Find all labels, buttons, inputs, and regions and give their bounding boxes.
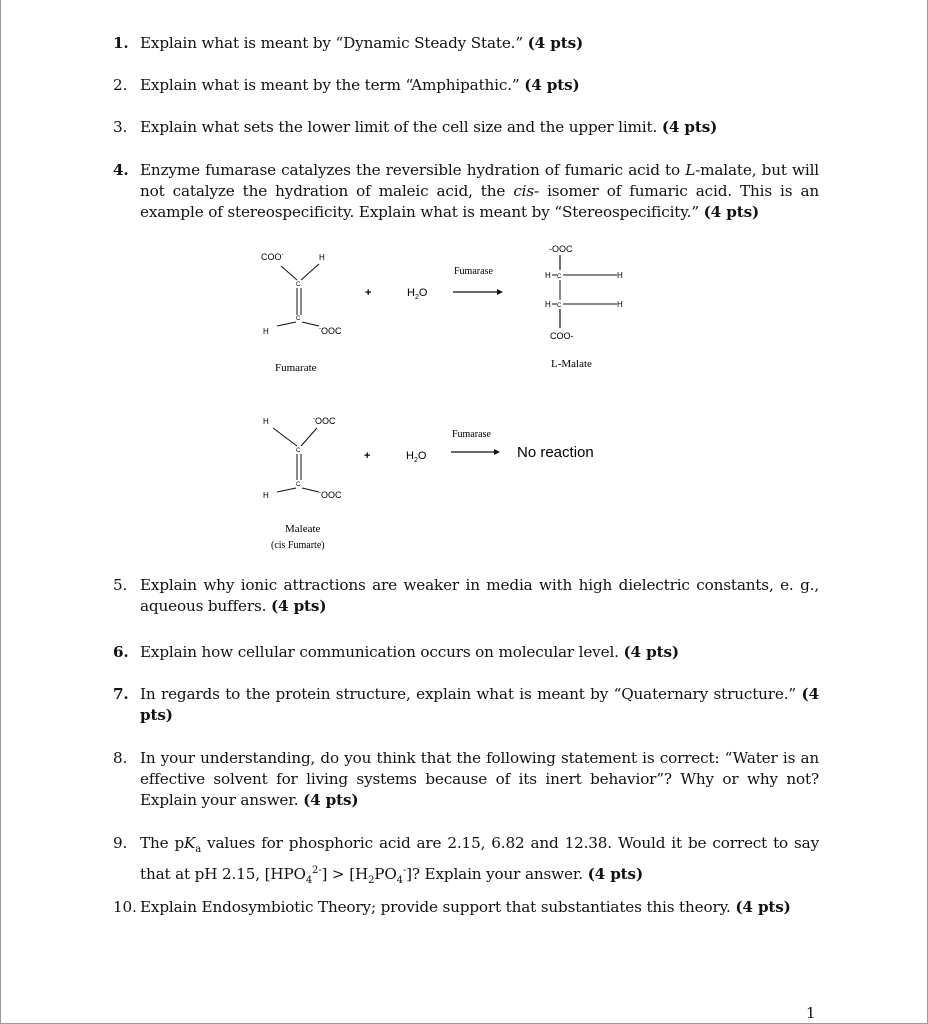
no-reaction-label: No reaction (517, 444, 594, 461)
question-text: Explain why ionic attractions are weaker in media with high dielectric constants, e. g., aqueous buffers. (140, 576, 819, 615)
h-atom: H (545, 300, 551, 309)
pka-subscript: a (195, 844, 202, 856)
question-points: (4 pts) (703, 203, 760, 221)
question-number: 9. (113, 834, 128, 852)
question-text: In your understanding, do you think that the following statement is correct: “Water is an effective solvent for living systems because of its inert behavior”? Why or why not? Explain your answer. (140, 749, 819, 809)
subscript: 2 (368, 875, 375, 887)
plus-sign: + (365, 287, 372, 299)
subscript: 4 (396, 875, 403, 887)
question-text-italic: cis (513, 182, 535, 200)
fumarate-h-bottom: H (263, 327, 269, 336)
carbon-label: C (557, 303, 562, 309)
question-text: ]? Explain your answer. (406, 865, 588, 884)
maleate-sublabel: (cis Fumarte) (271, 540, 325, 551)
question-number: 6. (113, 643, 129, 661)
question-text: values for phosphoric acid are 2.15, 6.82 and 12.38. Would it be correct to say that at pH 2.15, [HPO (140, 834, 820, 884)
maleate-label: Maleate (285, 523, 321, 535)
question-4 (113, 160, 819, 223)
plus-sign: + (364, 450, 371, 462)
fumarate-structure (261, 252, 342, 374)
maleate-ooc-bottom: -OOC (319, 490, 342, 500)
subscript: 4 (305, 875, 313, 887)
question-points: (4 pts) (623, 643, 679, 661)
question-text: Enzyme fumarase catalyzes the reversible hydration of fumaric acid to (140, 161, 686, 179)
question-points: (4 pts) (527, 34, 584, 52)
question-number: 10. (113, 898, 137, 916)
enzyme-label: Fumarase (454, 266, 493, 277)
question-points: (4 pts) (587, 865, 643, 884)
question-text: ] > [H (321, 865, 369, 884)
carbon-label: C (296, 282, 301, 288)
h-atom: H (617, 271, 623, 280)
malate-structure (545, 244, 623, 370)
question-text-italic: L (685, 161, 696, 179)
water-label: $H_2O$ (406, 450, 427, 464)
question-9 (113, 833, 819, 891)
water-label: $H_2O$ (407, 287, 428, 301)
h-atom: H (617, 300, 623, 309)
fumarase-reaction-diagram (241, 236, 641, 556)
question-text: Explain what is meant by “Dynamic Steady State.” (140, 34, 528, 52)
question-number: 7. (113, 685, 129, 703)
question-6 (113, 642, 819, 663)
fumarate-coo-top: COO- (261, 252, 284, 262)
pka-k: K (184, 834, 196, 852)
question-text: Explain how cellular communication occurs on molecular level. (140, 643, 624, 661)
maleate-ooc-top: -OOC (313, 416, 336, 426)
question-number: 3. (113, 118, 128, 136)
question-text: Explain what sets the lower limit of the cell size and the upper limit. (140, 118, 662, 136)
question-3 (113, 117, 819, 138)
question-points: (4 pts) (303, 791, 359, 809)
question-number: 8. (113, 749, 128, 767)
question-number: 4. (113, 161, 129, 179)
question-8 (113, 748, 819, 811)
question-1 (113, 33, 819, 54)
malate-top-group: -OOC (549, 244, 573, 254)
malate-bottom-group: COO- (550, 331, 574, 341)
page-number: 1 (806, 1004, 816, 1022)
question-number: 2. (113, 76, 128, 94)
question-number: 1. (113, 34, 129, 52)
carbon-label: C (296, 482, 301, 488)
carbon-label: C (296, 448, 301, 454)
question-text: PO (374, 865, 397, 884)
question-5 (113, 575, 819, 617)
enzyme-label: Fumarase (452, 429, 491, 440)
maleate-structure (263, 416, 342, 551)
question-text: -malate, but will not catalyze the hydration of maleic acid, the (140, 161, 819, 200)
maleate-h-top: H (263, 417, 269, 426)
question-text: In regards to the protein structure, explain what is meant by “Quaternary structure.” (140, 685, 802, 703)
question-10 (113, 897, 819, 918)
question-points: (4 pts) (661, 118, 718, 136)
question-7 (113, 684, 819, 726)
question-points: (4 pts) (140, 685, 819, 724)
fumarate-h-top: H (319, 253, 325, 262)
question-text: Explain what is meant by the term “Amphipathic.” (140, 76, 525, 94)
question-points: (4 pts) (271, 597, 327, 615)
question-points: (4 pts) (735, 898, 791, 916)
fumarate-label: Fumarate (275, 362, 317, 374)
malate-label: L-Malate (551, 358, 592, 370)
carbon-label: C (557, 274, 562, 280)
maleate-h-bottom: H (263, 491, 269, 500)
fumarate-ooc-bottom: -OOC (319, 326, 342, 336)
question-text: The p (140, 834, 185, 852)
superscript: - (402, 865, 407, 877)
h-atom: H (545, 271, 551, 280)
question-points: (4 pts) (524, 76, 580, 94)
question-text: Explain Endosymbiotic Theory; provide support that substantiates this theory. (140, 898, 736, 916)
question-text: - isomer of fumaric acid. This is an example of stereospecificity. Explain what is meant by “Stereospecificity.” (140, 182, 820, 221)
question-2 (113, 75, 819, 96)
question-number: 5. (113, 576, 128, 594)
superscript: 2- (312, 865, 322, 877)
carbon-label: C (296, 316, 301, 322)
